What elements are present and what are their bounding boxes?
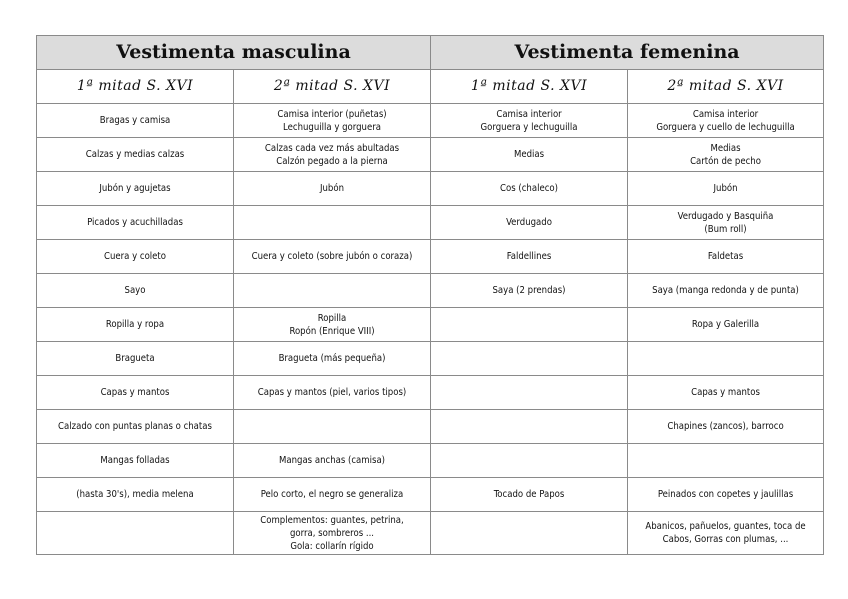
cell-male-2 [234, 410, 431, 444]
table-row [37, 376, 824, 410]
table-row [37, 274, 824, 308]
cell-male-1 [37, 376, 234, 410]
cell-male-2 [234, 308, 431, 342]
group-header-row [37, 36, 824, 70]
cell-line: gorra, sombreros ... [290, 527, 375, 539]
cell-female-1 [431, 376, 628, 410]
table-row [37, 240, 824, 274]
cell-line: Mangas folladas [100, 455, 170, 466]
cell-line: Camisa interior [692, 108, 759, 120]
cell-male-2 [234, 478, 431, 512]
cell-line: Jubón y agujetas [99, 183, 171, 194]
table-row [37, 138, 824, 172]
cell-male-1 [37, 172, 234, 206]
cell-line: Picados y acuchilladas [87, 217, 183, 228]
cell-line: Cartón de pecho [690, 155, 761, 167]
cell-line: Calzado con puntas planas o chatas [58, 421, 212, 432]
male-clothing-header: Vestimenta masculina [37, 36, 431, 70]
cell-male-2 [234, 206, 431, 240]
cell-line: Peinados con copetes y jaulillas [657, 489, 794, 500]
cell-male-1 [37, 274, 234, 308]
cell-female-2 [628, 342, 824, 376]
cell-male-2 [234, 444, 431, 478]
cell-female-2 [628, 206, 824, 240]
cell-line: Faldetas [707, 251, 744, 262]
cell-line: Pelo corto, el negro se generaliza [260, 489, 404, 500]
cell-line: Camisa interior (puñetas) [277, 108, 387, 120]
cell-female-1 [431, 410, 628, 444]
table-row [37, 206, 824, 240]
cell-line: (Bum roll) [704, 223, 747, 235]
cell-line: Sayo [124, 285, 146, 296]
cell-female-2 [628, 308, 824, 342]
cell-line: Ropón (Enrique VIII) [289, 325, 375, 337]
female-clothing-header: Vestimenta femenina [431, 36, 824, 70]
cell-line: Gorguera y cuello de lechuguilla [656, 121, 795, 133]
cell-male-1 [37, 410, 234, 444]
table-row [37, 512, 824, 555]
cell-female-2 [628, 444, 824, 478]
cell-line: Ropilla [317, 312, 347, 324]
cell-male-1 [37, 512, 234, 555]
cell-female-1 [431, 206, 628, 240]
cell-female-2 [628, 240, 824, 274]
period-header-female-2: 2ª mitad S. XVI [628, 70, 824, 104]
cell-line: Capas y mantos [100, 387, 170, 398]
cell-line: Tocado de Papos [493, 489, 565, 500]
cell-line: Jubón [320, 183, 345, 194]
cell-female-2 [628, 512, 824, 555]
cell-male-2 [234, 240, 431, 274]
cell-line: Chapines (zancos), barroco [667, 421, 784, 432]
cell-male-1 [37, 206, 234, 240]
cell-line: Cuera y coleto (sobre jubón o coraza) [251, 251, 413, 262]
cell-line: Gorguera y lechuguilla [480, 121, 578, 133]
table-row [37, 308, 824, 342]
cell-line: Saya (2 prendas) [492, 285, 566, 296]
cell-line: Verdugado [506, 217, 552, 228]
cell-line: Complementos: guantes, petrina, [260, 514, 404, 526]
cell-female-1 [431, 308, 628, 342]
cell-male-2 [234, 376, 431, 410]
cell-line: Ropilla y ropa [105, 319, 165, 330]
cell-line: Ropa y Galerilla [691, 319, 760, 330]
cell-line: Cos (chaleco) [500, 183, 558, 194]
cell-male-1 [37, 240, 234, 274]
cell-male-1 [37, 444, 234, 478]
cell-male-1 [37, 104, 234, 138]
cell-female-1 [431, 512, 628, 555]
cell-female-2 [628, 376, 824, 410]
cell-line: Faldellines [506, 251, 552, 262]
cell-line: Bragueta (más pequeña) [278, 353, 386, 364]
cell-female-1 [431, 444, 628, 478]
cell-female-2 [628, 172, 824, 206]
cell-male-1 [37, 138, 234, 172]
cell-line: Mangas anchas (camisa) [278, 455, 386, 466]
cell-female-1 [431, 274, 628, 308]
period-header-row [37, 70, 824, 104]
cell-line: Medias [513, 149, 545, 160]
cell-female-2 [628, 410, 824, 444]
table-body [37, 104, 824, 555]
period-header-female-1: 1ª mitad S. XVI [431, 70, 628, 104]
cell-line: Verdugado y Basquiña [677, 210, 774, 222]
cell-male-2 [234, 172, 431, 206]
cell-line: Capas y mantos (piel, varios tipos) [257, 387, 407, 398]
clothing-table [36, 35, 824, 555]
cell-female-1 [431, 172, 628, 206]
cell-line: Capas y mantos [691, 387, 760, 398]
cell-female-1 [431, 138, 628, 172]
cell-line: Lechuguilla y gorguera [283, 121, 381, 133]
cell-line: Bragas y camisa [99, 115, 171, 126]
cell-line: Calzas y medias calzas [85, 149, 185, 160]
table-row [37, 172, 824, 206]
cell-female-2 [628, 138, 824, 172]
cell-male-2 [234, 138, 431, 172]
cell-female-2 [628, 274, 824, 308]
cell-male-1 [37, 308, 234, 342]
cell-female-1 [431, 478, 628, 512]
period-header-male-1: 1ª mitad S. XVI [37, 70, 234, 104]
cell-line: Gola: collarín rígido [290, 540, 374, 552]
cell-line: Camisa interior [496, 108, 562, 120]
cell-line: Abanicos, pañuelos, guantes, toca de [645, 521, 806, 532]
cell-female-2 [628, 104, 824, 138]
cell-male-1 [37, 342, 234, 376]
cell-line: Saya (manga redonda y de punta) [652, 285, 799, 296]
cell-line: Cuera y coleto [103, 251, 167, 262]
cell-male-2 [234, 342, 431, 376]
cell-female-2 [628, 478, 824, 512]
table-row [37, 444, 824, 478]
cell-male-2 [234, 512, 431, 555]
cell-male-2 [234, 104, 431, 138]
cell-line: Calzón pegado a la pierna [276, 155, 388, 167]
cell-female-1 [431, 240, 628, 274]
table-row [37, 342, 824, 376]
period-header-male-2: 2ª mitad S. XVI [234, 70, 431, 104]
cell-female-1 [431, 342, 628, 376]
cell-line: Calzas cada vez más abultadas [264, 142, 400, 154]
table-row [37, 478, 824, 512]
cell-male-2 [234, 274, 431, 308]
cell-female-1 [431, 104, 628, 138]
cell-male-1 [37, 478, 234, 512]
cell-line: Bragueta [115, 353, 155, 364]
cell-line: Jubón [713, 183, 738, 194]
table-row [37, 410, 824, 444]
cell-line: Medias [710, 142, 741, 154]
cell-line: (hasta 30's), media melena [76, 489, 194, 500]
cell-line: Cabos, Gorras con plumas, ... [662, 534, 789, 545]
table-row [37, 104, 824, 138]
